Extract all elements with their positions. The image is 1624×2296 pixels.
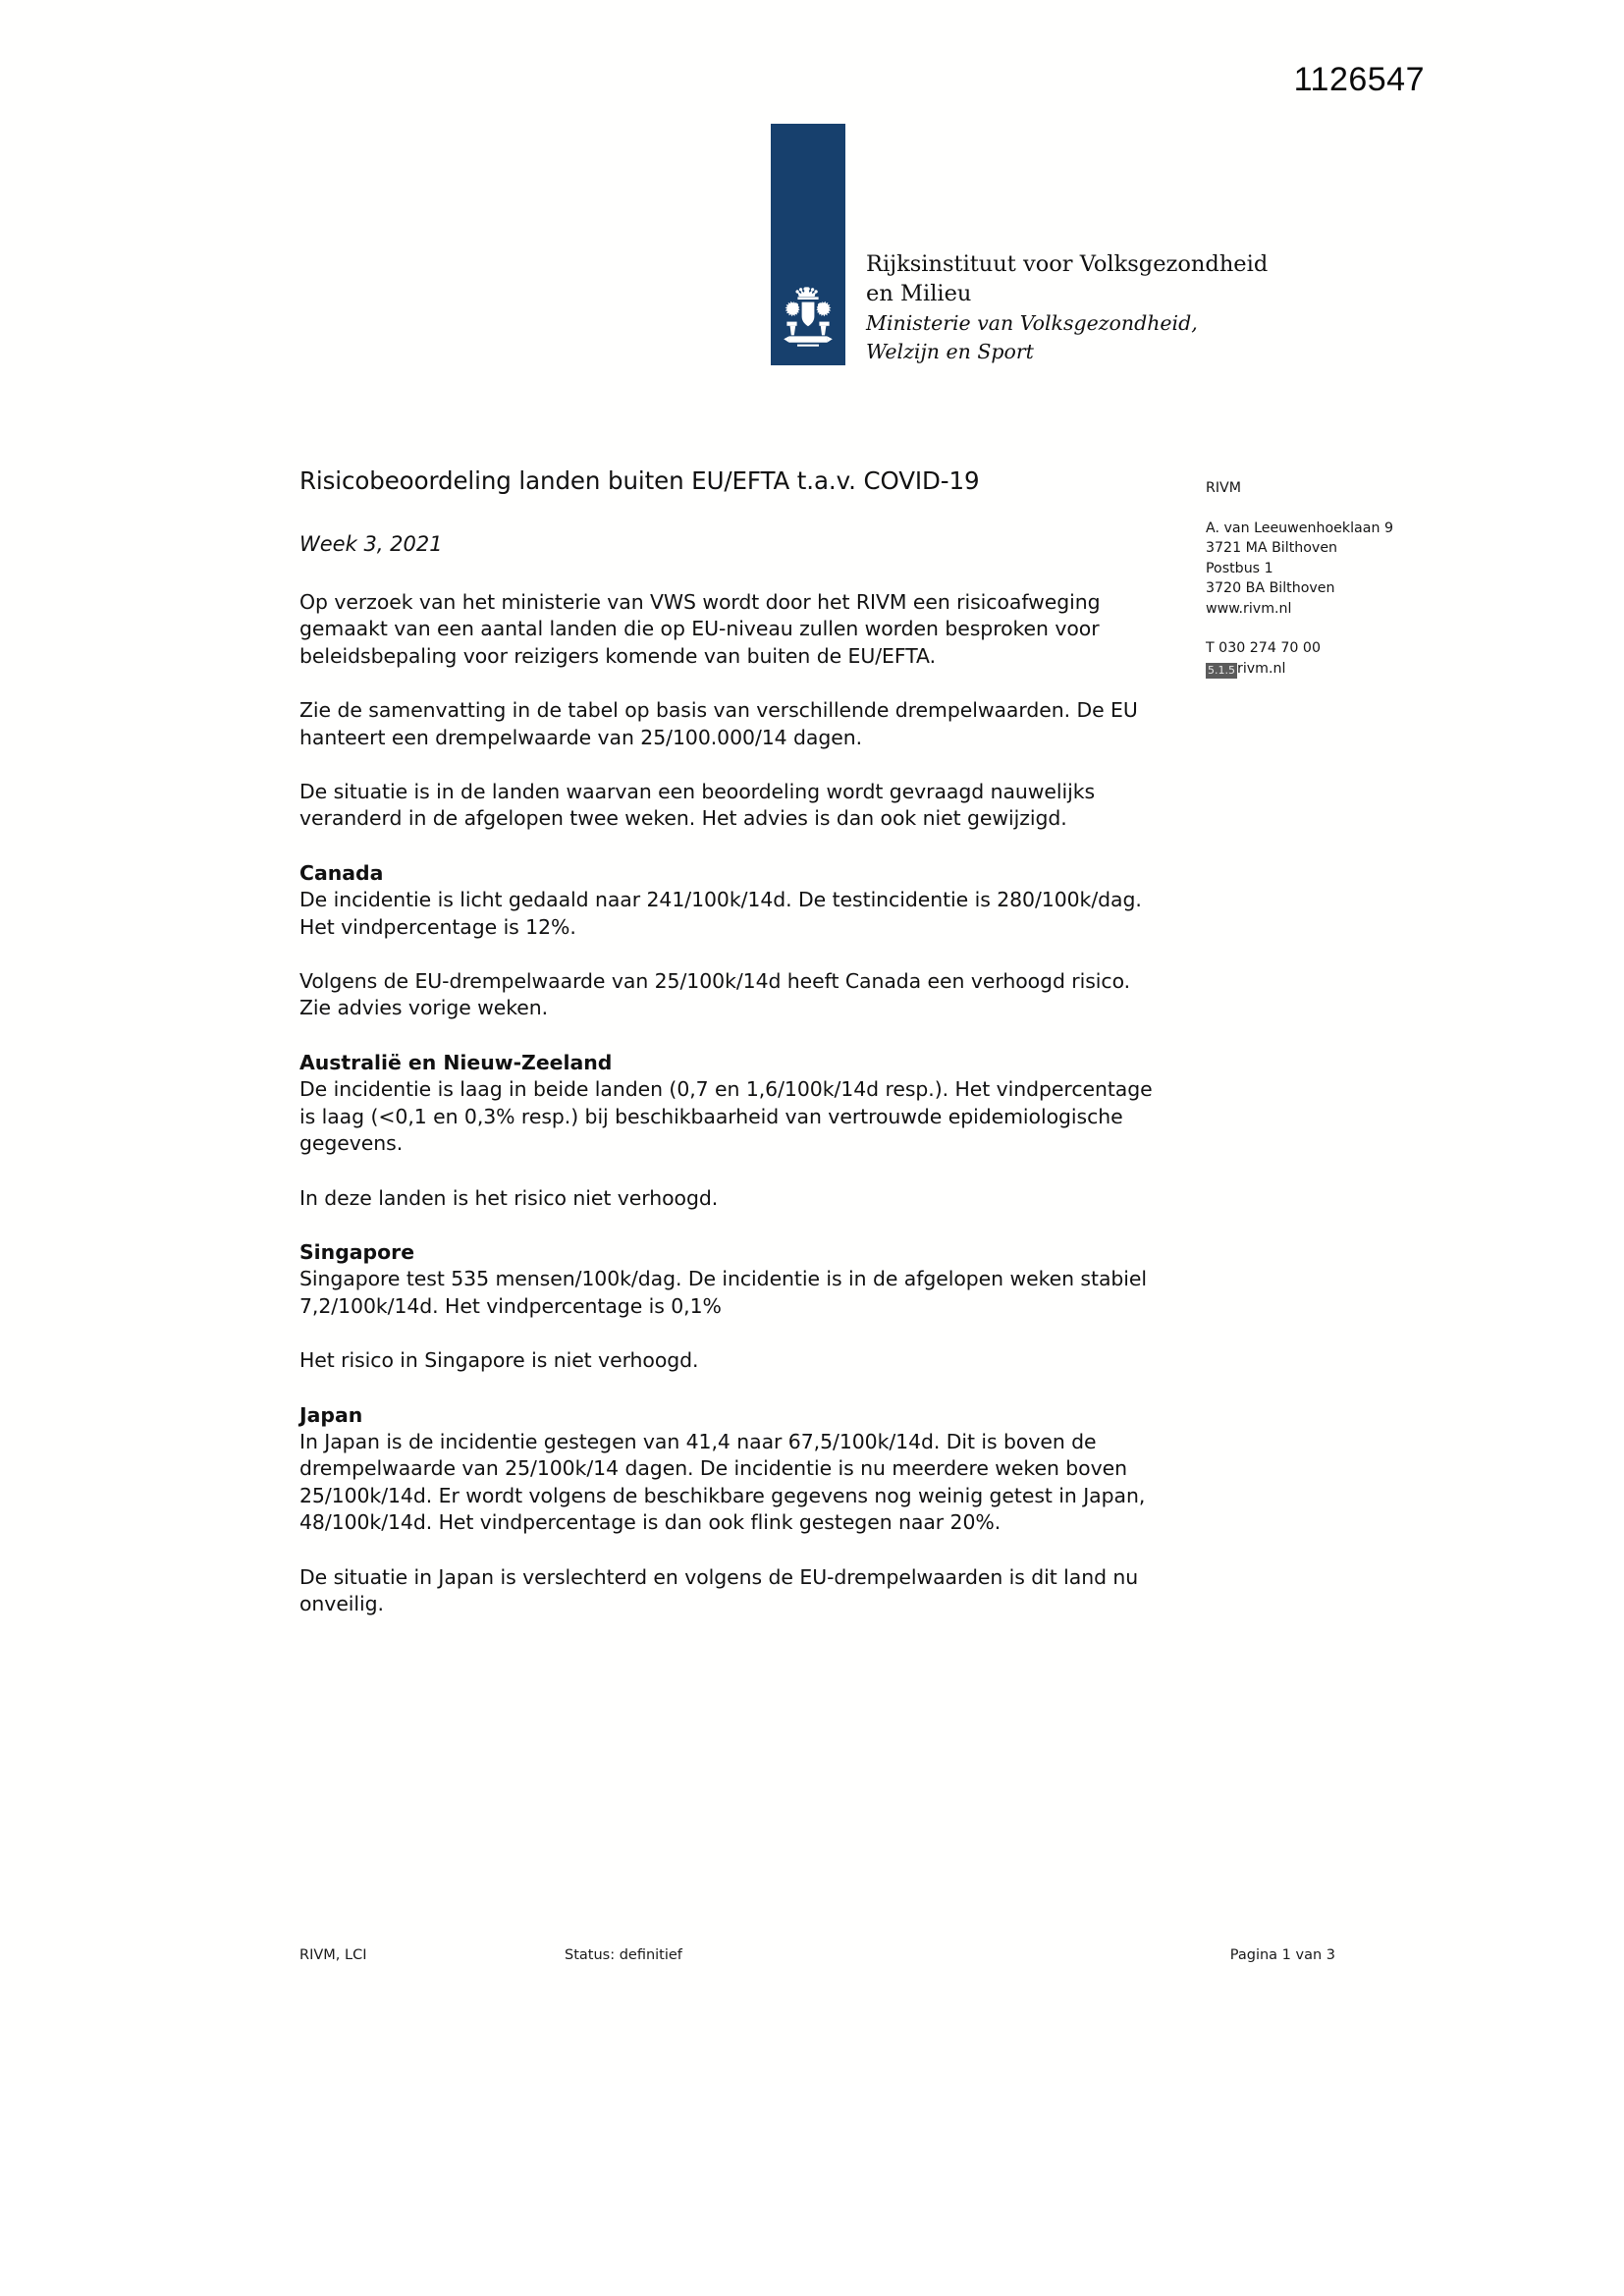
rivm-logo	[771, 124, 1268, 365]
contact-sidebar	[1206, 478, 1451, 679]
address-line: 3721 MA Bilthoven	[1206, 540, 1338, 556]
sidebar-contact	[1206, 638, 1451, 679]
footer-left: RIVM, LCI	[299, 1947, 367, 1963]
logo-blue-bar	[771, 124, 845, 365]
section-heading-japan: Japan	[299, 1402, 363, 1427]
japan-paragraph-2: De situatie in Japan is verslechterd en volgens de EU-drempelwaarden is dit land nu onveilig.	[299, 1564, 1139, 1615]
page-footer	[299, 1947, 1335, 1963]
logo-line-4: Welzijn en Sport	[866, 340, 1034, 363]
section-heading-canada: Canada	[299, 860, 384, 885]
australia-nz-paragraph-1: De incidentie is laag in beide landen (0,7 en 1,6/100k/14d resp.). Het vindpercentage is laag (<0,1 en 0,3% resp.) bij beschikbaarheid van vertrouwde epidemiologische gegevens.	[299, 1077, 1153, 1156]
singapore-paragraph-2: Het risico in Singapore is niet verhoogd.	[299, 1348, 699, 1373]
document-id: 1126547	[1293, 61, 1425, 98]
logo-wordmark	[866, 124, 1268, 365]
email-suffix: rivm.nl	[1237, 660, 1286, 677]
phone-number: T 030 274 70 00	[1206, 640, 1321, 656]
address-line: Postbus 1	[1206, 560, 1273, 576]
logo-line-2: en Milieu	[866, 281, 972, 306]
dutch-coat-of-arms-icon	[778, 285, 839, 350]
intro-paragraph-3: De situatie is in de landen waarvan een beoordeling wordt gevraagd nauwelijks veranderd in de afgelopen twee weken. Het advies is dan ook niet gewijzigd.	[299, 780, 1096, 831]
redaction-marker: 5.1.5	[1208, 663, 1235, 677]
email-address	[1206, 659, 1451, 680]
sidebar-address	[1206, 519, 1451, 620]
footer-page-number: Pagina 1 van 3	[1229, 1947, 1335, 1963]
document-body	[299, 465, 1164, 1645]
page-title: Risicobeoordeling landen buiten EU/EFTA t.a.v. COVID-19	[299, 466, 980, 495]
section-heading-australia-nz: Australië en Nieuw-Zeeland	[299, 1050, 613, 1074]
website-link[interactable]: www.rivm.nl	[1206, 600, 1292, 617]
address-line: 3720 BA Bilthoven	[1206, 580, 1335, 596]
intro-paragraph-1: Op verzoek van het ministerie van VWS wordt door het RIVM een risicoafweging gemaakt van een aantal landen die op EU-niveau zullen worden besproken voor beleidsbepaling voor reizigers komende van buiten de EU/EFTA.	[299, 590, 1101, 668]
singapore-paragraph-1: Singapore test 535 mensen/100k/dag. De incidentie is in de afgelopen weken stabiel 7,2/100k/14d. Het vindpercentage is 0,1%	[299, 1267, 1148, 1318]
intro-paragraph-2: Zie de samenvatting in de tabel op basis van verschillende drempelwaarden. De EU hanteert een drempelwaarde van 25/100.000/14 dagen.	[299, 698, 1138, 749]
footer-status: Status: definitief	[565, 1947, 682, 1963]
japan-paragraph-1: In Japan is de incidentie gestegen van 41,4 naar 67,5/100k/14d. Dit is boven de drempelwaarde van 25/100k/14 dagen. De incidentie is nu meerdere weken boven 25/100k/14d. Er wordt volgens de beschikbare gegevens nog weinig getest in Japan, 48/100k/14d. Het vindpercentage is dan ook flink gestegen naar 20%.	[299, 1429, 1146, 1535]
sidebar-org: RIVM	[1206, 480, 1241, 496]
page-subtitle: Week 3, 2021	[299, 532, 443, 556]
address-line: A. van Leeuwenhoeklaan 9	[1206, 519, 1393, 536]
australia-nz-paragraph-2: In deze landen is het risico niet verhoogd.	[299, 1185, 719, 1210]
section-heading-singapore: Singapore	[299, 1239, 415, 1264]
logo-line-1: Rijksinstituut voor Volksgezondheid	[866, 251, 1269, 277]
canada-paragraph-1: De incidentie is licht gedaald naar 241/100k/14d. De testincidentie is 280/100k/dag. Het vindpercentage is 12%.	[299, 888, 1142, 939]
canada-paragraph-2: Volgens de EU-drempelwaarde van 25/100k/14d heeft Canada een verhoogd risico. Zie advies vorige weken.	[299, 969, 1131, 1020]
logo-line-3: Ministerie van Volksgezondheid,	[866, 311, 1198, 335]
